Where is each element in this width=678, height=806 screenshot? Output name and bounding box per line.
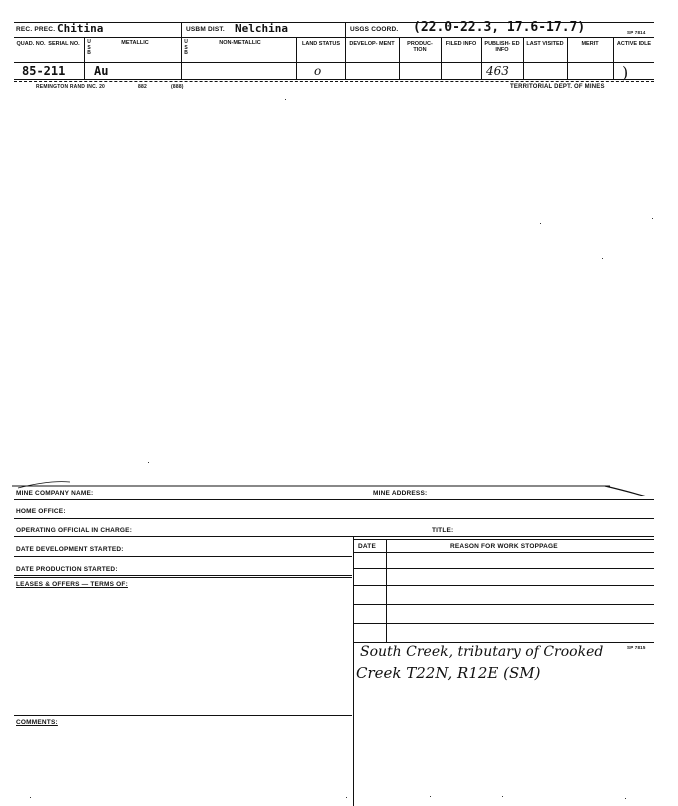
record-quad-serial: 85-211 xyxy=(22,64,66,78)
remington-text: REMINGTON RAND INC. 20 xyxy=(36,84,106,90)
vline-prod xyxy=(399,37,400,79)
card-top-edge xyxy=(10,474,655,496)
line-dev-started xyxy=(14,556,352,557)
usgs-coord-value: (22.0-22.3, 17.6-17.7) xyxy=(413,20,586,35)
col-production: PRODUC- TION xyxy=(407,41,433,53)
remington-code2: (888) xyxy=(171,84,184,90)
notes-line-1: South Creek, tributary of Crooked xyxy=(360,644,604,660)
remington-code: 882 xyxy=(138,84,147,90)
stoppage-row-3 xyxy=(354,604,654,605)
vline-published xyxy=(481,37,482,79)
speck xyxy=(652,218,653,219)
record-bottom-line xyxy=(14,79,654,80)
comments-label: COMMENTS: xyxy=(16,719,58,726)
speck xyxy=(285,99,286,100)
col-usb-nonmetallic: U S B xyxy=(184,39,188,56)
vline-active xyxy=(613,37,614,79)
rec-prec-label: REC. PREC. xyxy=(16,26,56,33)
line-comments xyxy=(14,715,352,716)
territorial-dept: TERRITORIAL DEPT. OF MINES xyxy=(510,84,605,90)
vline-merit xyxy=(567,37,568,79)
line-prod-started xyxy=(14,575,352,576)
usgs-coord-label: USGS COORD. xyxy=(350,26,399,33)
col-last-visited: LAST VISITED xyxy=(526,41,564,47)
mine-address-label: MINE ADDRESS: xyxy=(373,490,428,497)
line-prod-started-2 xyxy=(14,577,352,578)
col-non-metallic: NON-METALLIC xyxy=(219,40,261,46)
form-code-2: SP 7815 xyxy=(627,645,646,650)
col-serial-no: SERIAL NO. xyxy=(48,41,80,47)
record-metallic: Au xyxy=(94,64,109,78)
notes-line-2: Creek T22N, R12E (SM) xyxy=(356,664,541,682)
title-label: TITLE: xyxy=(432,527,454,534)
usbm-dist-label: USBM DIST. xyxy=(186,26,225,33)
col-filed-info: FILED INFO xyxy=(445,41,477,47)
header-divider xyxy=(14,37,654,38)
speck xyxy=(602,258,603,259)
line-stoppage-header xyxy=(354,552,654,553)
rec-prec-value: Chitina xyxy=(57,22,104,35)
record-active-idle: ) xyxy=(622,63,629,82)
vline-last xyxy=(523,37,524,79)
col-land-status: LAND STATUS xyxy=(302,41,340,47)
usbm-dist-value: Nelchina xyxy=(235,22,288,35)
speck xyxy=(540,223,541,224)
stoppage-row-4 xyxy=(354,623,654,624)
col-quad-no: QUAD. NO. xyxy=(16,41,46,47)
col-development: DEVELOP- MENT xyxy=(349,41,395,47)
line-company xyxy=(14,499,654,500)
vline-filed xyxy=(441,37,442,79)
operating-official-label: OPERATING OFFICIAL IN CHARGE: xyxy=(16,527,133,534)
col-metallic: METALLIC xyxy=(121,40,149,46)
record-published-info: 463 xyxy=(486,64,509,78)
mine-info-form xyxy=(0,470,678,806)
date-prod-started-label: DATE PRODUCTION STARTED: xyxy=(16,566,118,573)
form-code: SP 7814 xyxy=(627,30,646,35)
record-card-header xyxy=(0,0,678,100)
col-active-idle: ACTIVE IDLE xyxy=(616,41,652,47)
col-published-info: PUBLISH- ED INFO xyxy=(484,41,520,53)
line-stoppage-top xyxy=(354,539,654,540)
leases-label: LEASES & OFFERS — TERMS OF: xyxy=(16,581,128,588)
vline-land xyxy=(296,37,297,79)
stoppage-row-2 xyxy=(354,585,654,586)
record-bottom-dash xyxy=(14,81,654,82)
stoppage-row-1 xyxy=(354,568,654,569)
mine-company-name-label: MINE COMPANY NAME: xyxy=(16,490,94,497)
reason-column-label: REASON FOR WORK STOPPAGE xyxy=(450,543,558,550)
home-office-label: HOME OFFICE: xyxy=(16,508,66,515)
speck xyxy=(148,462,149,463)
columns-divider xyxy=(14,62,654,63)
col-merit: MERIT xyxy=(581,41,599,47)
line-home-office xyxy=(14,518,654,519)
col-usb-metallic: U S B xyxy=(87,39,91,56)
date-column-divider xyxy=(386,539,387,643)
form-vertical-divider xyxy=(353,536,354,806)
date-dev-started-label: DATE DEVELOPMENT STARTED: xyxy=(16,546,124,553)
vline-serial xyxy=(84,37,85,79)
stoppage-row-5 xyxy=(354,642,654,643)
record-land-status: o xyxy=(314,64,322,78)
vline-1 xyxy=(181,22,182,79)
vline-2 xyxy=(345,22,346,79)
line-official xyxy=(14,536,654,537)
date-column-label: DATE xyxy=(358,543,377,550)
